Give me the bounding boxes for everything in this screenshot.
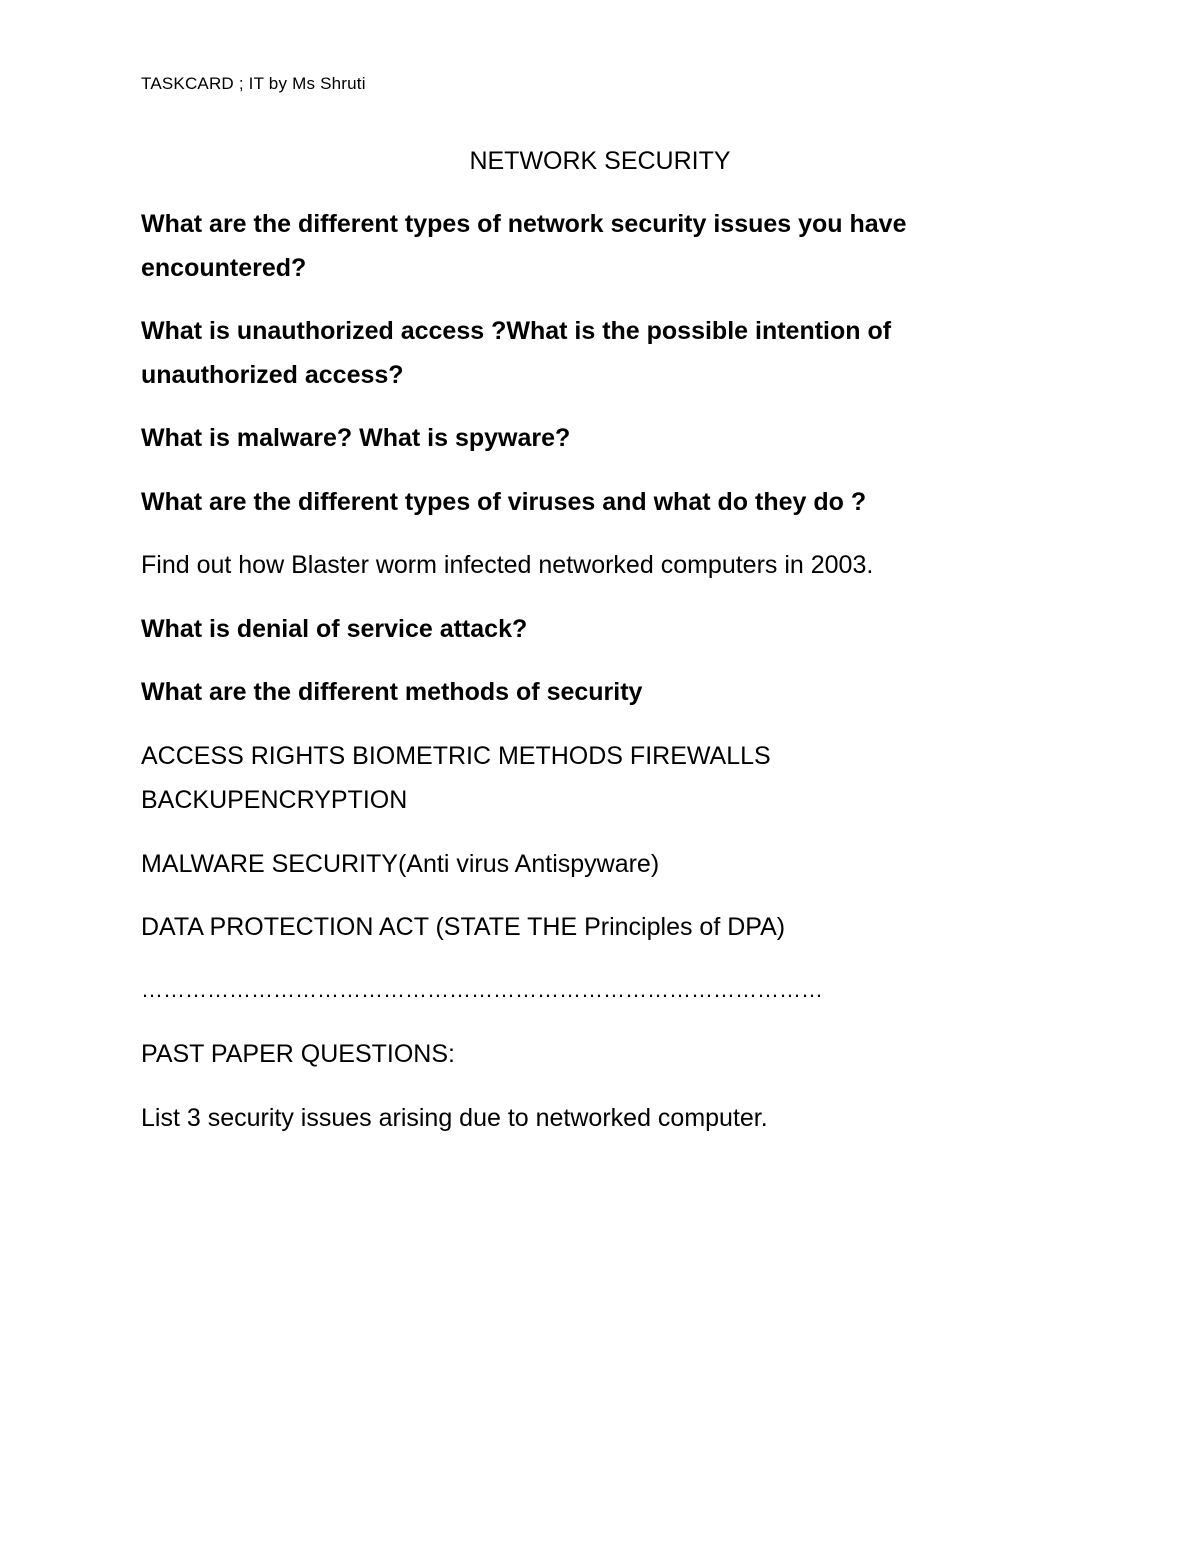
question-6: What is denial of service attack? <box>141 615 528 643</box>
past-paper-heading: PAST PAPER QUESTIONS: <box>141 1040 455 1068</box>
page-header: TASKCARD ; IT by Ms Shruti <box>141 74 366 93</box>
page-title: NETWORK SECURITY <box>469 147 731 175</box>
question-1-line-1: What are the different types of network security issues you have <box>141 210 907 238</box>
method-line-1: ACCESS RIGHTS BIOMETRIC METHODS FIREWALLS <box>141 742 771 770</box>
question-7: What are the different methods of security <box>141 678 643 706</box>
method-line-3: MALWARE SECURITY(Anti virus Antispyware) <box>141 850 660 878</box>
method-line-4: DATA PROTECTION ACT (STATE THE Principles of DPA) <box>141 913 786 941</box>
question-5: Find out how Blaster worm infected networked computers in 2003. <box>141 551 874 579</box>
method-line-2: BACKUPENCRYPTION <box>141 786 408 814</box>
separator-dots: ………………………………………………………………………………… <box>141 977 823 1002</box>
past-paper-question-1: List 3 security issues arising due to networked computer. <box>141 1104 768 1132</box>
question-4: What are the different types of viruses and what do they do ? <box>141 488 867 516</box>
question-2-line-2: unauthorized access? <box>141 361 404 389</box>
question-1-line-2: encountered? <box>141 254 307 282</box>
question-2-line-1: What is unauthorized access ?What is the possible intention of <box>141 317 892 345</box>
question-3: What is malware? What is spyware? <box>141 424 571 452</box>
